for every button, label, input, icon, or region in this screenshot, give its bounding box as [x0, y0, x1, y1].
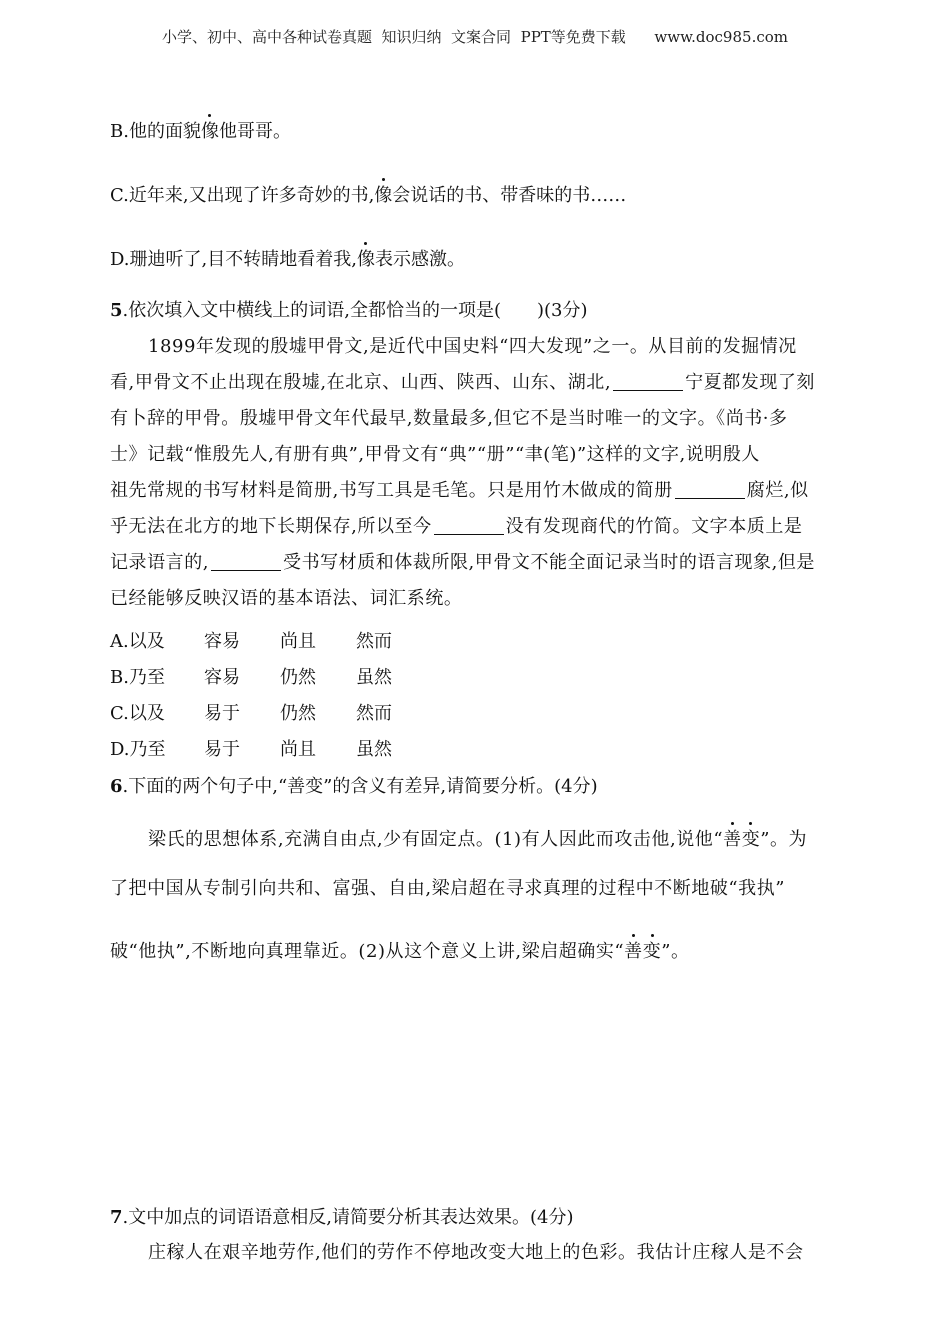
q6-passage-line [110, 940, 840, 964]
q5-passage-line [110, 371, 840, 395]
q5-option-b [110, 666, 840, 690]
option-label: A.以及 [110, 631, 165, 652]
q7-passage-line: 庄稼人在艰辛地劳作,他们的劳作不停地改变大地上的色彩。我估计庄稼人是不会 [148, 1242, 804, 1263]
option-label: D.乃至 [110, 739, 166, 760]
text: 梁氏的思想体系,充满自由点,少有固定点。(1)有人因此而攻击他,说他“ [148, 829, 724, 850]
option-label: B.乃至 [110, 667, 165, 688]
text: B.他的面貌 [110, 121, 201, 142]
question-text: .依次填入文中横线上的词语,全都恰当的一项是( )(3分) [122, 300, 588, 321]
dotted-char: 善 [723, 829, 742, 850]
q5-passage-line: 1899年发现的殷墟甲骨文,是近代中国史料“四大发现”之一。从目前的发掘情况 [148, 336, 797, 357]
text: 祖先常规的书写材料是简册,书写工具是毛笔。只是用竹木做成的简册 [110, 480, 673, 501]
option-word: 易于 [204, 739, 240, 760]
option-word: 仍然 [280, 703, 316, 724]
option-word: 虽然 [356, 739, 392, 760]
text: 表示感激。 [374, 249, 465, 270]
dotted-char: 像 [356, 249, 375, 270]
text: C.近年来,又出现了许多奇妙的书, [110, 185, 375, 206]
question-number: 6 [110, 776, 123, 797]
q5-passage-line: 已经能够反映汉语的基本语法、词汇系统。 [110, 588, 463, 609]
dotted-char: 变 [642, 941, 662, 962]
question-number: 7 [110, 1207, 123, 1228]
option-word: 尚且 [280, 739, 316, 760]
q6-passage-line [148, 828, 878, 852]
q7-stem [110, 1206, 840, 1230]
text: 他哥哥。 [218, 121, 291, 142]
text: D.珊迪听了,目不转睛地看着我, [110, 249, 357, 270]
q4-option-d [110, 248, 840, 272]
option-word: 虽然 [356, 667, 392, 688]
option-word: 仍然 [280, 667, 316, 688]
q6-passage-line: 了把中国从专制引向共和、富强、自由,梁启超在寻求真理的过程中不断地破“我执” [110, 878, 786, 899]
q5-stem [110, 299, 840, 323]
text: 记录语言的, [110, 552, 210, 573]
q4-option-b [110, 120, 840, 144]
q5-option-d [110, 738, 840, 762]
text: 宁夏都发现了刻 [685, 372, 815, 393]
question-text: .下面的两个句子中,“善变”的含义有差异,请简要分析。(4分) [122, 776, 598, 797]
text: 破“他执”,不断地向真理靠近。(2)从这个意义上讲,梁启超确实“ [110, 941, 625, 962]
option-word: 容易 [204, 631, 240, 652]
option-label: C.以及 [110, 703, 165, 724]
q5-option-a [110, 630, 840, 654]
text: 没有发现商代的竹简。文字本质上是 [505, 516, 803, 537]
text: ”。 [661, 941, 690, 962]
dotted-char: 像 [200, 121, 219, 142]
text: 腐烂,似 [746, 480, 809, 501]
text: 会说话的书、带香味的书…… [392, 185, 627, 206]
text: ”。为 [760, 829, 808, 850]
text: 看,甲骨文不止出现在殷墟,在北京、山西、陕西、山东、湖北, [110, 372, 612, 393]
text: 乎无法在北方的地下长期保存,所以至今 [110, 516, 432, 537]
question-number: 5 [110, 300, 123, 321]
option-word: 然而 [356, 703, 392, 724]
question-text: .文中加点的词语语意相反,请简要分析其表达效果。(4分) [122, 1207, 574, 1228]
option-word: 易于 [204, 703, 240, 724]
q5-passage-line: 士》记载“惟殷先人,有册有典”,甲骨文有“典”“册”“聿(笔)”这样的文字,说明殷人 [110, 444, 760, 465]
fill-blank [211, 552, 281, 571]
q5-passage-line [110, 479, 840, 503]
option-word: 然而 [356, 631, 392, 652]
q4-option-c [110, 184, 840, 208]
q5-option-c [110, 702, 840, 726]
q5-passage-line [110, 551, 840, 575]
fill-blank [434, 516, 504, 535]
dotted-char: 像 [374, 185, 393, 206]
option-word: 容易 [204, 667, 240, 688]
q5-passage-line [110, 515, 840, 539]
dotted-char: 变 [741, 829, 761, 850]
text: 受书写材质和体裁所限,甲骨文不能全面记录当时的语言现象,但是 [283, 552, 815, 573]
page-header: 小学、初中、高中各种试卷真题 知识归纳 文案合同 PPT等免费下载 www.doc985.com [161, 28, 788, 46]
option-word: 尚且 [280, 631, 316, 652]
dotted-char: 善 [624, 941, 643, 962]
q6-stem [110, 775, 840, 799]
q5-passage-line: 有卜辞的甲骨。殷墟甲骨文年代最早,数量最多,但它不是当时唯一的文字。《尚书·多 [110, 408, 788, 429]
fill-blank [675, 480, 745, 499]
fill-blank [613, 372, 683, 391]
